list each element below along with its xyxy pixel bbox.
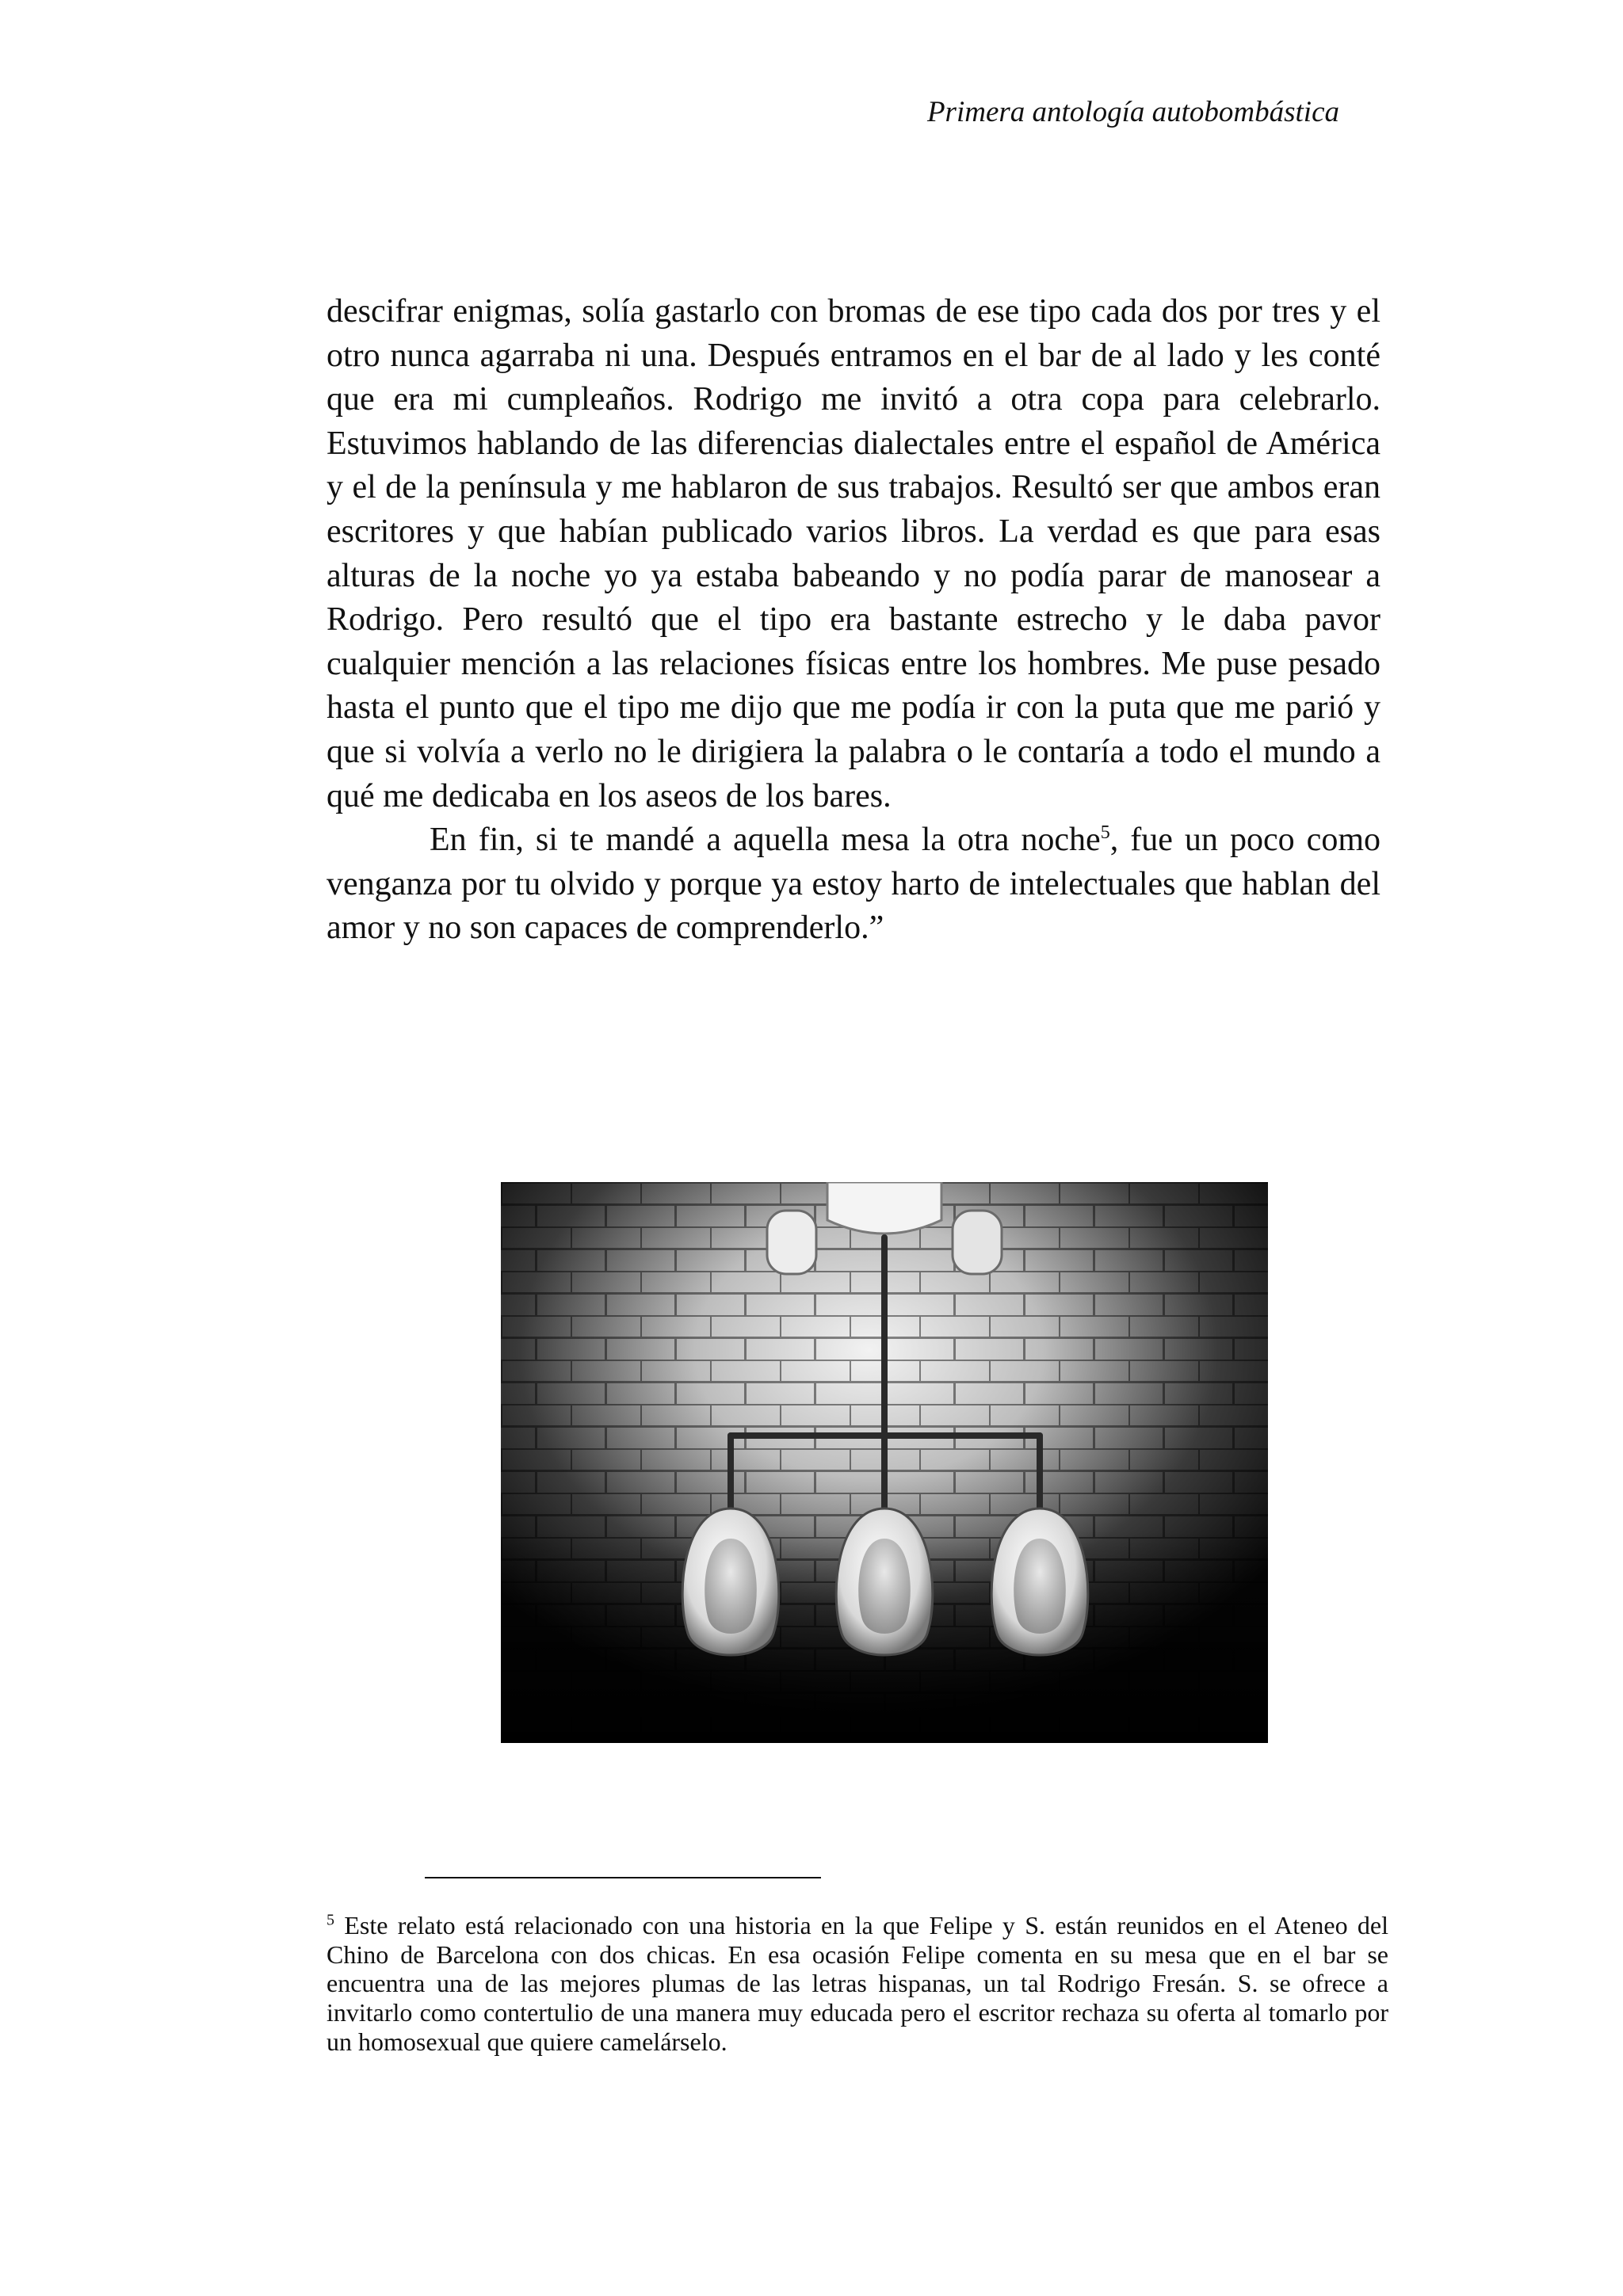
body-text xyxy=(327,290,1381,951)
paragraph-text: , fue un poco como venganza por tu olvido y porque ya estoy harto de intelectuales que hablan del amor y no son capaces de comprenderlo.” xyxy=(327,822,1381,947)
footnote-reference: 5 xyxy=(1100,822,1110,844)
running-header: Primera antología autobombástica xyxy=(926,96,1339,128)
footnote xyxy=(327,1911,1388,2057)
cistern xyxy=(827,1182,941,1234)
footnote-number: 5 xyxy=(327,1911,334,1929)
paragraph xyxy=(327,818,1381,951)
urinal xyxy=(991,1508,1088,1655)
hand-dryer-left xyxy=(767,1211,816,1274)
footnote-text: Este relato está relacionado con una historia en la que Felipe y S. están reunidos en el Ateneo del Chino de Barcelona con dos chicas. En esa ocasión Felipe comenta en su mesa que en el bar se encuentra una de las mejores plumas de las letras hispanas, un tal Rodrigo Fresán. S. se ofrece a invitarlo como contertulio de una manera muy educada pero el escritor rechaza su oferta al tomarlo por un homosexual que quiere camelárselo. xyxy=(327,1911,1388,2056)
hand-dryer-right xyxy=(953,1211,1002,1274)
footnote-separator xyxy=(425,1877,821,1878)
paragraph-text: En fin, si te mandé a aquella mesa la otra noche xyxy=(430,822,1101,859)
paragraph: descifrar enigmas, solía gastarlo con bromas de ese tipo cada dos por tres y el otro nunca agarraba ni una. Después entramos en el bar de al lado y les conté que era mi cumpleaños. Rodrigo me invitó a otra copa para celebrarlo. Estuvimos hablando de las diferencias dialectales entre el español de América y el de la península y me hablaron de sus trabajos. Resultó ser que ambos eran escritores y que habían publicado varios libros. La verdad es que para esas alturas de la noche yo ya estaba babeando y no podía parar de manosear a Rodrigo. Pero resultó que el tipo era bastante estrecho y le daba pavor cualquier mención a las relaciones físicas entre los hombres. Me puse pesado hasta el punto que el tipo me dijo que me podía ir con la puta que me parió y que si volvía a verlo no le dirigiera la palabra o le contaría a todo el mundo a qué me dedicaba en los aseos de los bares. xyxy=(327,293,1381,814)
urinals-photo xyxy=(501,1182,1268,1743)
urinal xyxy=(682,1508,779,1655)
urinal xyxy=(836,1508,933,1655)
